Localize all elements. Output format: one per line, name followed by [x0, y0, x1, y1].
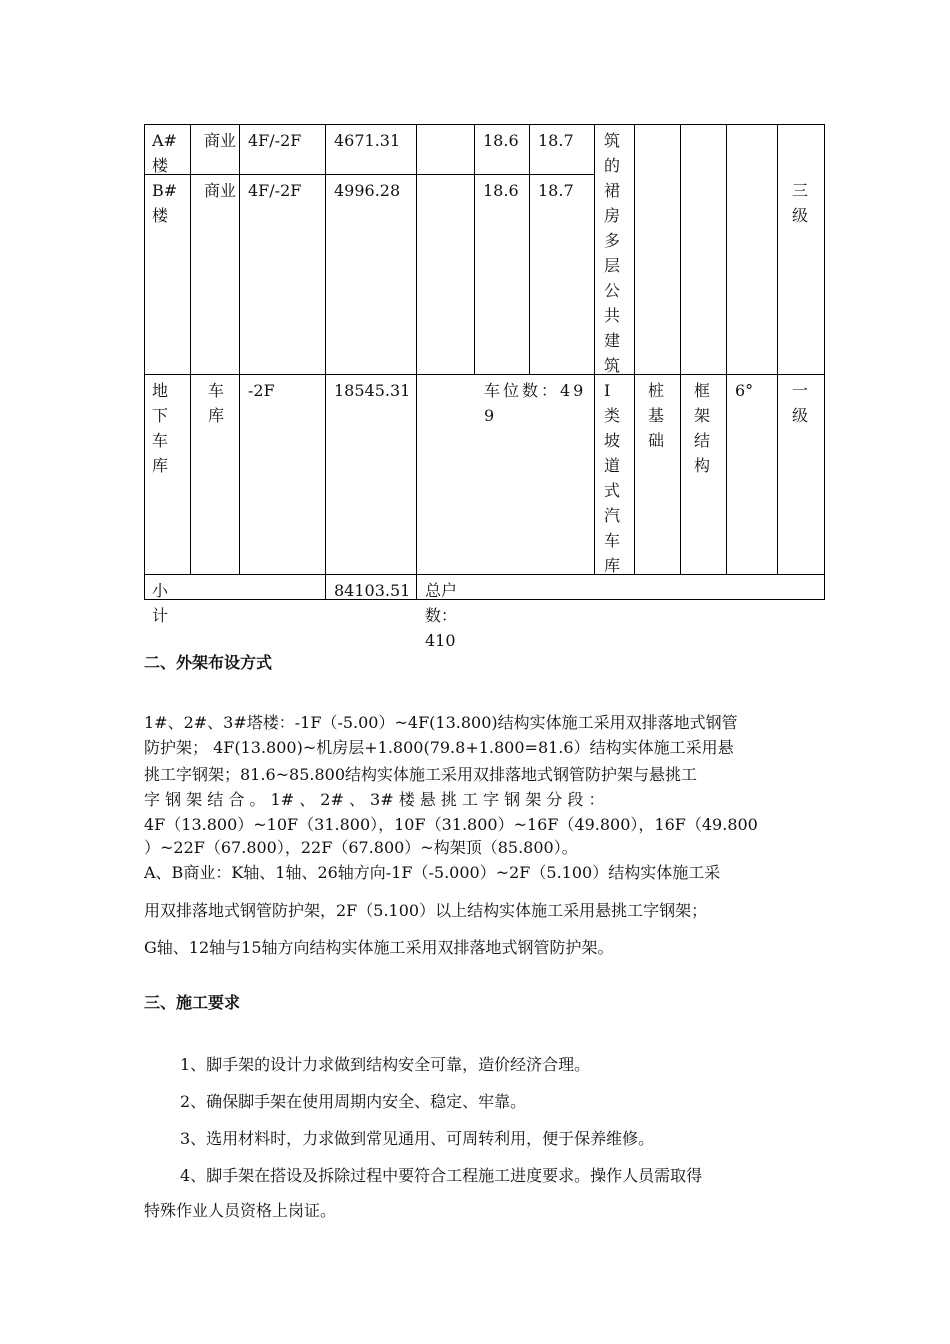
cell-use: 商业 — [204, 181, 237, 200]
col-divider — [416, 124, 417, 600]
cell-grade: 一级 — [792, 381, 809, 425]
col-divider — [529, 124, 530, 374]
paragraph-line: 4F（13.800）~10F（31.800），10F（31.800）~16F（49.800），16F（49.800 — [144, 815, 758, 834]
list-item: 3、选用材料时，力求做到常见通用、可周转利用，便于保养维修。 — [180, 1129, 655, 1148]
list-item: 特殊作业人员资格上岗证。 — [144, 1201, 337, 1220]
cell-subtotal-area: 84103.51 — [334, 581, 411, 600]
paragraph-line: 挑工字钢架；81.6~85.800结构实体施工采用双排落地式钢管防护架与悬挑工 — [144, 765, 698, 784]
cell-building-category: 筑的裙房多层公共建筑 — [604, 131, 621, 375]
paragraph-line: A、B商业：K轴、1轴、26轴方向-1F（-5.000）~2F（5.100）结构实体施工采 — [144, 863, 721, 882]
cell-building: 地下车库 — [152, 381, 169, 475]
row-divider — [144, 574, 824, 575]
cell-height: 18.6 — [483, 181, 519, 200]
cell-seismic: 6° — [735, 381, 754, 400]
cell-height: 18.7 — [538, 181, 574, 200]
cell-foundation: 桩基础 — [648, 381, 665, 450]
cell-use: 商业 — [204, 131, 237, 150]
table-border — [144, 599, 824, 600]
paragraph-line: 用双排落地式钢管防护架，2F（5.100）以上结构实体施工采用悬挑工字钢架； — [144, 901, 708, 920]
paragraph-line: 防护架； 4F(13.800)~机房层+1.800(79.8+1.800=81.6）结构实体施工采用悬 — [144, 738, 734, 757]
cell-grade: 三级 — [792, 181, 809, 225]
col-divider — [634, 124, 635, 574]
cell-floors: -2F — [248, 381, 275, 400]
cell-empty — [417, 124, 431, 128]
cell-height: 18.6 — [483, 131, 519, 150]
section-heading: 二、外架布设方式 — [144, 653, 273, 672]
paragraph-line: G轴、12轴与15轴方向结构实体施工采用双排落地式钢管防护架。 — [144, 938, 614, 957]
list-item: 4、脚手架在搭设及拆除过程中要符合工程施工进度要求。操作人员需取得 — [180, 1166, 703, 1185]
cell-use: 车库 — [208, 381, 225, 425]
col-divider — [777, 124, 778, 574]
cell-empty — [417, 174, 431, 178]
cell-building-category: I类坡道式汽车库 — [604, 381, 621, 575]
cell-subtotal-households: 总户数：410 — [425, 581, 458, 650]
col-divider — [594, 124, 595, 574]
section-heading: 三、施工要求 — [144, 993, 241, 1012]
cell-area: 18545.31 — [334, 381, 411, 400]
paragraph-line: ）~22F（67.800），22F（67.800）~构架顶（85.800）。 — [144, 838, 578, 857]
cell-parking: 车位数：499 — [484, 381, 587, 425]
cell-floors: 4F/-2F — [248, 181, 302, 200]
list-item: 1、脚手架的设计力求做到结构安全可靠，造价经济合理。 — [180, 1055, 591, 1074]
cell-area: 4671.31 — [334, 131, 401, 150]
paragraph-line: 字 钢 架 结 合 。 1# 、 2# 、 3# 楼 悬 挑 工 字 钢 架 分 段 ： — [144, 790, 605, 809]
col-divider — [474, 124, 475, 374]
cell-building: A#楼 — [152, 131, 177, 175]
cell-floors: 4F/-2F — [248, 131, 302, 150]
cell-structure: 框架结构 — [694, 381, 711, 475]
cell-subtotal-label: 小计 — [152, 581, 169, 625]
paragraph-line: 1#、2#、3#塔楼：-1F（-5.00）~4F(13.800)结构实体施工采用双排落地式钢管 — [144, 713, 738, 732]
col-divider — [680, 124, 681, 574]
cell-height: 18.7 — [538, 131, 574, 150]
list-item: 2、确保脚手架在使用周期内安全、稳定、牢靠。 — [180, 1092, 527, 1111]
cell-area: 4996.28 — [334, 181, 401, 200]
col-divider — [190, 124, 191, 574]
cell-building: B#楼 — [152, 181, 178, 225]
table-border — [824, 124, 825, 600]
col-divider — [726, 124, 727, 574]
